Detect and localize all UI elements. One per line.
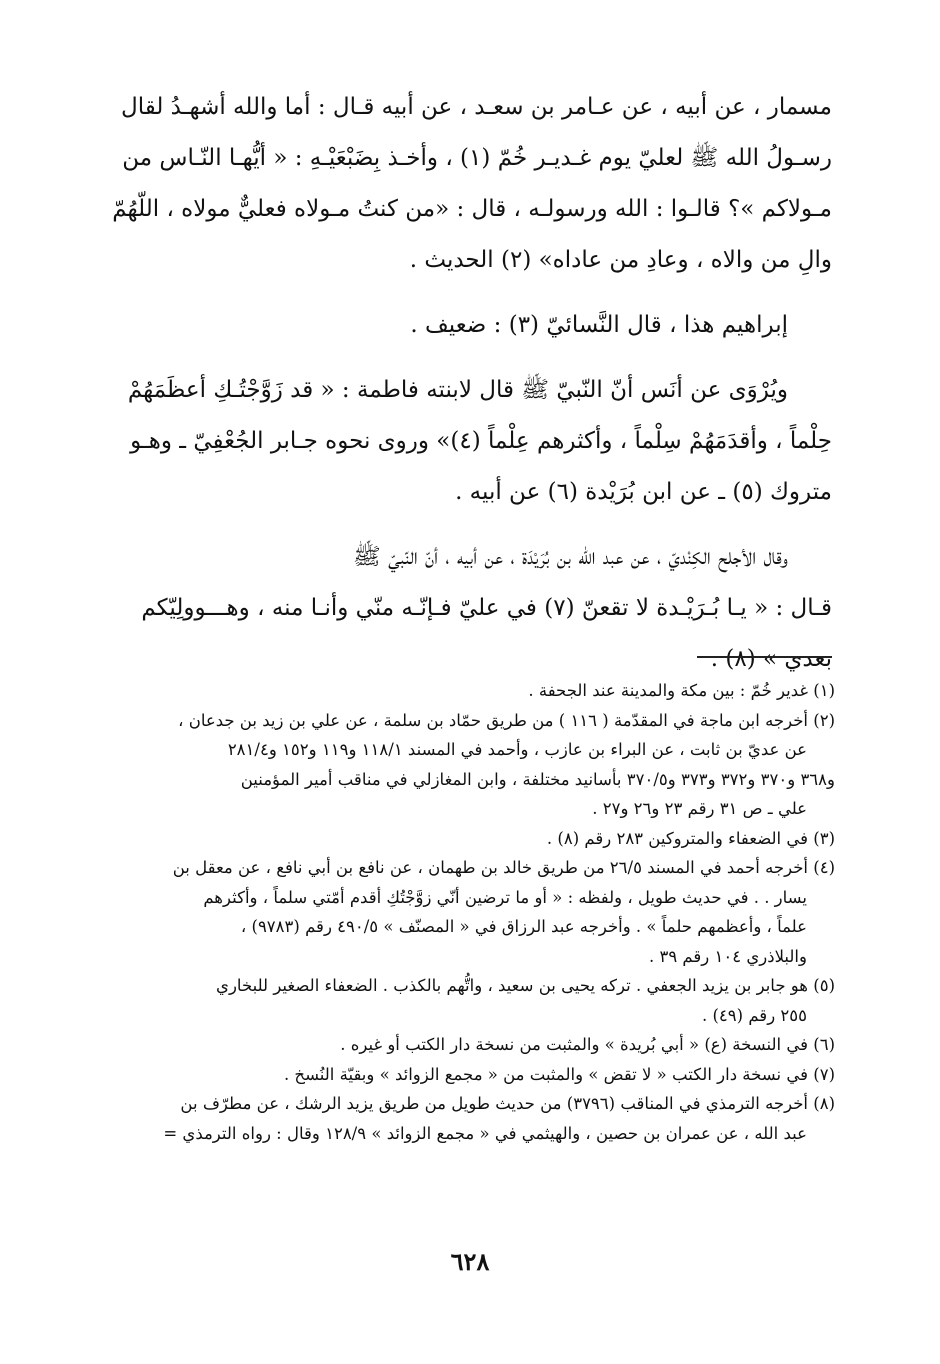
footnote-line: (٢) أخرجه ابن ماجة في المقدّمة ( ١١٦ ) من طريق حمّاد بن سلمة ، عن علي بن زيد بن جدعان ،: [178, 710, 835, 730]
footnote: [100, 824, 835, 854]
footnote-line: علماً ، وأعظمهم حلماً » . وأخرجه عبد الرزاق في « المصنّف » ٤٩٠/٥ رقم (٩٧٨٣) ،: [240, 917, 807, 936]
footnote-line: (١) غدير خُمّ : بين مكة والمدينة عند الجحفة .: [528, 681, 835, 700]
text-line: إبراهيم هذا ، قال النَّسائيّ (٣) : ضعيف .: [410, 312, 788, 338]
text-line: متروك (٥) ـ عن ابن بُرَيْدة (٦) عن أبيه .: [455, 479, 832, 505]
paragraph: [100, 82, 832, 286]
footnote: [100, 1089, 835, 1148]
footnote: [100, 1060, 835, 1090]
paragraph: [100, 365, 832, 518]
footnote-line: عبد الله ، عن عمران بن حصين ، والهيثمي في « مجمع الزوائد » ١٢٨/٩ وقال : رواه الترمذي =: [163, 1123, 807, 1143]
footnote-line: (٨) أخرجه الترمذي في المناقب (٣٧٩٦) من حديث طويل من طريق يزيد الرشك ، عن مطرّف بن: [180, 1094, 835, 1113]
footnote-line: والبلاذري ١٠٤ رقم ٣٩ .: [648, 946, 807, 966]
main-text: [100, 82, 832, 685]
footnote-line: و٣٦٨ و٣٧٠ و٣٧٢ و٣٧٣ و٣٧٠/٥ بأسانيد مختلفة ، وابن المغازلي في مناقب أمير المؤمنين: [240, 769, 835, 789]
text-line: مسمار ، عن أبيه ، عن عـامر بن سعـد ، عن أبيه قـال : أما والله أشهـدُ لقال: [120, 94, 832, 120]
text-line: والِ من والاه ، وعادِ من عاداه» (٢) الحديث .: [409, 247, 832, 273]
text-line: وقال الأجلح الكِنْديّ ، عن عبد الله بن بُرَيْدَة ، عن أبيه ، أنّ النّبيّ ﷺ: [352, 544, 788, 570]
footnote-separator: [697, 656, 832, 658]
text-line: حِلْماً ، وأقدَمَهُمْ سِلْماً ، وأكثرهم عِلْماً (٤)» وروى نحوه جـابر الجُعْفِيّ ـ وهـو: [130, 428, 832, 454]
footnote: [100, 1030, 835, 1060]
footnote-line: (٥) هو جابر بن يزيد الجعفي . تركه يحيى بن سعيد ، واتُّهم بالكذب . الضعفاء الصغير للبخاري: [216, 976, 835, 995]
footnote-line: يسار . . في حديث طويل ، ولفظه : « أو ما ترضين أنّي زوَّجْتُكِ أقدم أمّتي سلماً ، وأكثرهم: [203, 887, 807, 907]
footnote-line: ٢٥٥ رقم (٤٩) .: [701, 1005, 807, 1025]
paragraph: [100, 300, 832, 351]
footnote: [100, 853, 835, 971]
footnote: [100, 706, 835, 824]
text-line: بعدي » (٨) .: [710, 646, 832, 672]
footnote: [100, 971, 835, 1030]
footnote-line: عن عديّ بن ثابت ، عن البراء بن عازب ، وأحمد في المسند ١١٨/١ و١١٩ و١٥٢ و٢٨١/٤: [227, 740, 807, 759]
text-line: مـولاكم »؟ قالـوا : الله ورسولـه ، قال : «من كنتُ مـولاه فعليٌّ مولاه ، اللّهُمّ: [112, 196, 832, 222]
text-line: قـال : « يـا بُـرَيْـدة لا تقعنّ (٧) في عليّ فـإنّـه منّي وأنـا منه ، وهـــوولِيّكم: [141, 595, 832, 621]
footnote-line: علي ـ ص ٣١ رقم ٢٣ و٢٦ و٢٧ .: [592, 799, 807, 818]
footnote-line: (٧) في نسخة دار الكتب « لا تقض » والمثبت من « مجمع الزوائد » وبقيّة النُسخ .: [283, 1064, 835, 1084]
text-line: رسـولُ الله ﷺ لعليّ يوم غـديـر خُمّ (١) ، وأخـذ بِضَبْعَيْـهِ : « أيُّهـا النّـاس من: [122, 145, 832, 171]
footnote-line: (٦) في النسخة (ع) « أبي بُريدة » والمثبت من نسخة دار الكتب أو غيره .: [340, 1035, 835, 1054]
page-number: ٦٢٨: [450, 1247, 490, 1276]
footnote-line: (٤) أخرجه أحمد في المسند ٢٦/٥ من طريق خالد بن طهمان ، عن نافع بن أبي نافع ، عن معقل بن: [172, 858, 835, 877]
footnote-line: (٣) في الضعفاء والمتروكين ٢٨٣ رقم (٨) .: [546, 828, 835, 848]
text-line: ويُرْوَى عن أنَس أنّ النّبيّ ﷺ قال لابنته فاطمة : « قد زَوَّجْتُـكِ أعظَمَهُمْ: [127, 377, 788, 403]
footnote: [100, 676, 835, 706]
footnotes: [100, 676, 835, 1148]
paragraph: [100, 532, 832, 685]
